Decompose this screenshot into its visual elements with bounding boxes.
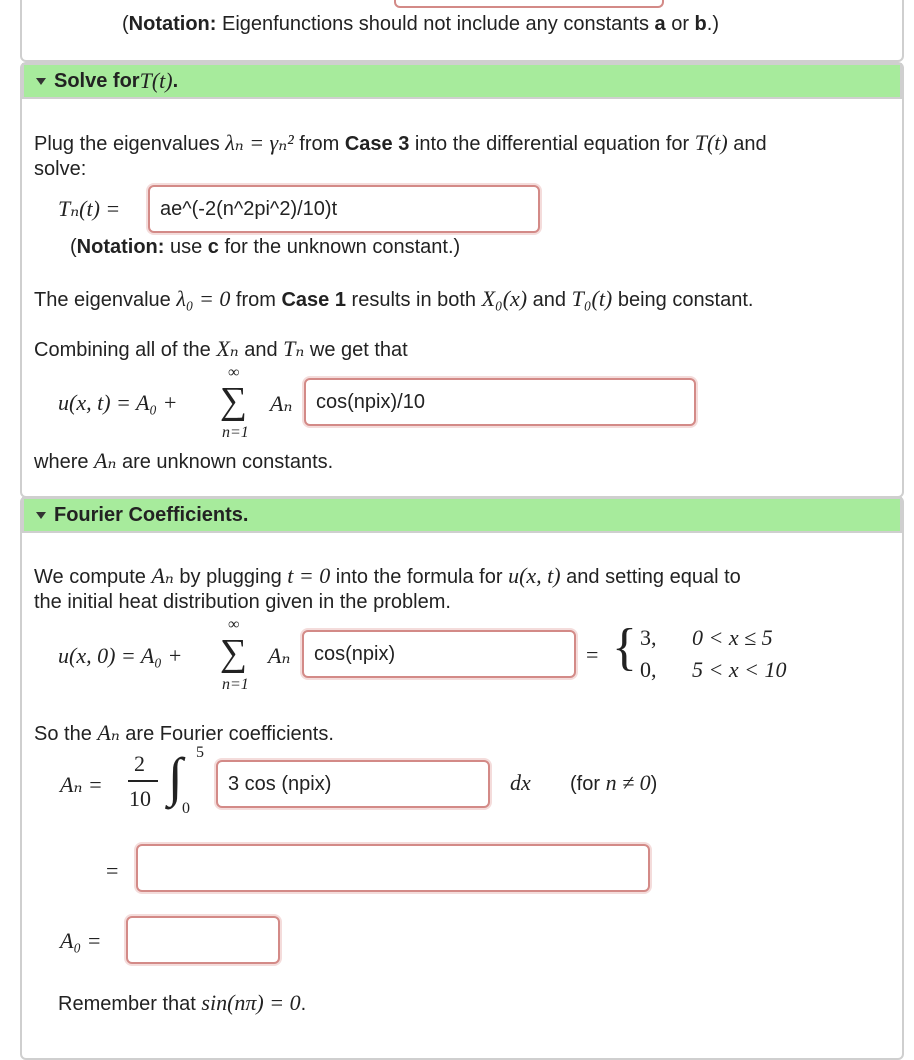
integral-sign: ∫ xyxy=(168,747,183,807)
combine-text: Combining all of the Xₙ and Tₙ we get that xyxy=(34,336,408,361)
tn-notation: (Notation: use c for the unknown constant.) xyxy=(70,236,461,258)
u-lhs: u(x, t) = A₀ + xyxy=(58,390,178,415)
a0-input[interactable] xyxy=(126,916,280,964)
an-result-input[interactable] xyxy=(136,844,650,892)
a0-lhs: A₀ = xyxy=(60,928,102,953)
integral-upper: 5 xyxy=(196,744,204,761)
plug-text: Plug the eigenvalues λₙ = γₙ² from Case 3 into the differential equation for T(t) and xyxy=(34,130,767,155)
piecewise-brace: { xyxy=(612,619,637,676)
sum-lower: n=1 xyxy=(222,424,249,441)
eigenfunction-input-partial[interactable] xyxy=(394,0,664,8)
u-series-input[interactable]: cos(npix)/10 xyxy=(304,378,696,426)
an-coef-2: Aₙ xyxy=(268,643,291,668)
integral-lower: 0 xyxy=(182,800,190,817)
collapse-triangle-icon[interactable] xyxy=(36,78,46,85)
tn-label: Tₙ(t) = xyxy=(58,196,121,221)
where-text: where Aₙ are unknown constants. xyxy=(34,448,334,473)
solve-section-header[interactable]: Solve for T(t) . xyxy=(22,63,902,99)
sum-sign-2: ∑ xyxy=(220,632,248,674)
frac-bar xyxy=(128,780,158,782)
u0-lhs: u(x, 0) = A₀ + xyxy=(58,643,183,668)
collapse-triangle-icon[interactable] xyxy=(36,512,46,519)
integrand-input[interactable]: 3 cos (npix) xyxy=(216,760,490,808)
sum-sign: ∑ xyxy=(220,380,248,422)
piece1-value: 3, xyxy=(640,625,657,650)
frac-numerator: 2 xyxy=(134,751,145,776)
for-n-note: (for n ≠ 0) xyxy=(570,770,658,795)
eigenfunction-notation: (Notation: Eigenfunctions should not include any constants a or b.) xyxy=(122,13,719,35)
compute-text-2: the initial heat distribution given in the problem. xyxy=(34,591,451,613)
equals-2: = xyxy=(106,858,119,883)
compute-text: We compute Aₙ by plugging t = 0 into the formula for u(x, t) and setting equal to xyxy=(34,563,741,588)
so-text: So the Aₙ are Fourier coefficients. xyxy=(34,720,334,745)
dx-label: dx xyxy=(510,770,531,795)
sum-lower-2: n=1 xyxy=(222,676,249,693)
tn-input[interactable]: ae^(-2(n^2pi^2)/10)t xyxy=(148,185,540,233)
plug-text-2: solve: xyxy=(34,158,87,180)
u0-series-input[interactable]: cos(npix) xyxy=(302,630,576,678)
piece2-value: 0, xyxy=(640,657,657,682)
piecewise-equals: = xyxy=(586,642,599,667)
piece2-condition: 5 < x < 10 xyxy=(692,657,787,682)
piece1-condition: 0 < x ≤ 5 xyxy=(692,625,773,650)
remember-text: Remember that sin(nπ) = 0. xyxy=(58,990,307,1015)
an-coef: Aₙ xyxy=(270,391,293,416)
sum-upper-2: ∞ xyxy=(228,616,240,633)
fourier-section-header[interactable]: Fourier Coefficients. xyxy=(22,497,902,533)
sum-upper: ∞ xyxy=(228,364,240,381)
solve-panel xyxy=(20,62,904,498)
frac-denominator: 10 xyxy=(129,786,151,811)
an-lhs: Aₙ = xyxy=(60,772,103,797)
eigenvalue-zero-text: The eigenvalue λ₀ = 0 from Case 1 results in both X₀(x) and T₀(t) being constant. xyxy=(34,286,754,311)
